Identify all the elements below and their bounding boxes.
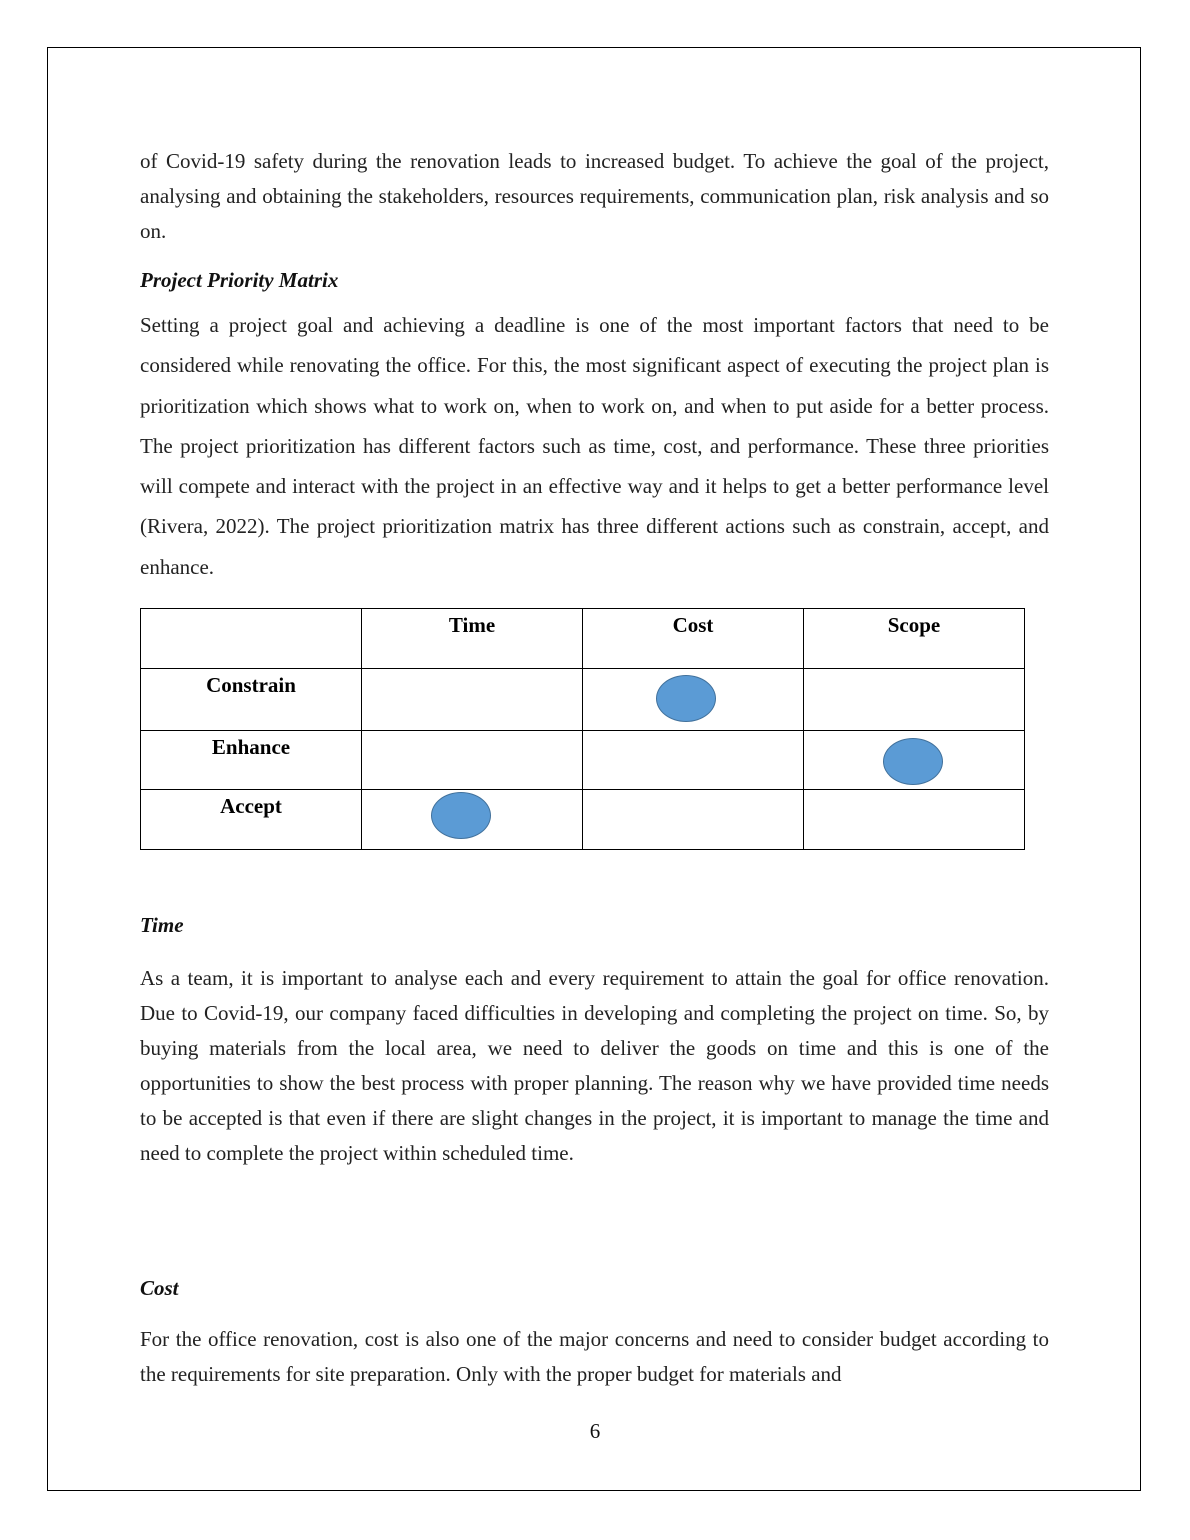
matrix-cell — [804, 669, 1025, 731]
row-header-accept: Accept — [220, 794, 282, 818]
col-header-time: Time — [448, 613, 496, 637]
heading-time: Time — [140, 913, 184, 937]
matrix-cell — [583, 731, 804, 790]
priority-matrix-paragraph: Setting a project goal and achieving a deadline is one of the most important factors that need to be considered while renovating the office. For this, the most significant aspect of executing the project plan is prioritization which shows what to work on, when to work on, and when to put aside for a better process. The project prioritization has different factors such as time, cost, and performance. These three priorities will compete and interact with the project in an effective way and it helps to get a better performance level (Rivera, 2022). The project prioritization matrix has three different actions such as constrain, accept, and enhance. — [140, 313, 1049, 579]
matrix-cell — [362, 731, 583, 790]
row-header-enhance: Enhance — [211, 735, 291, 759]
intro-paragraph: of Covid-19 safety during the renovation leads to increased budget. To achieve the goal of the project, analysing and obtaining the stakeholders, resources requirements, communication plan, risk analysis and so on. — [140, 149, 1049, 243]
matrix-row-header — [141, 731, 362, 790]
matrix-col-header — [362, 609, 583, 669]
matrix-row-enhance — [141, 731, 1025, 790]
matrix-cell — [804, 731, 1025, 790]
matrix-row-header — [141, 790, 362, 850]
col-header-scope: Scope — [887, 613, 941, 637]
matrix-col-header — [583, 609, 804, 669]
cost-paragraph: For the office renovation, cost is also one of the major concerns and need to consider budget according to the requirements for site preparation. Only with the proper budget for materials and — [140, 1327, 1049, 1386]
priority-marker-accept-time — [431, 792, 491, 839]
matrix-cell — [804, 790, 1025, 850]
page-number: 6 — [589, 1419, 601, 1443]
heading-project-priority-matrix: Project Priority Matrix — [140, 268, 339, 292]
priority-marker-enhance-scope — [883, 738, 943, 785]
heading-cost: Cost — [140, 1276, 179, 1300]
col-header-cost: Cost — [672, 613, 714, 637]
priority-marker-constrain-cost — [656, 675, 716, 722]
matrix-row-accept — [141, 790, 1025, 850]
matrix-corner-cell — [141, 609, 362, 669]
row-header-constrain: Constrain — [206, 673, 296, 697]
matrix-header-row — [141, 609, 1025, 669]
matrix-col-header — [804, 609, 1025, 669]
matrix-row-constrain — [141, 669, 1025, 731]
priority-matrix-table — [140, 608, 1025, 850]
matrix-cell — [362, 669, 583, 731]
matrix-cell — [583, 790, 804, 850]
matrix-cell — [583, 669, 804, 731]
matrix-row-header — [141, 669, 362, 731]
matrix-cell — [362, 790, 583, 850]
time-paragraph: As a team, it is important to analyse each and every requirement to attain the goal for office renovation. Due to Covid-19, our company faced difficulties in developing and completing the project on time. So, by buying materials from the local area, we need to deliver the goods on time and this is one of the opportunities to show the best process with proper planning. The reason why we have provided time needs to be accepted is that even if there are slight changes in the project, it is important to manage the time and need to complete the project within scheduled time. — [140, 966, 1049, 1165]
